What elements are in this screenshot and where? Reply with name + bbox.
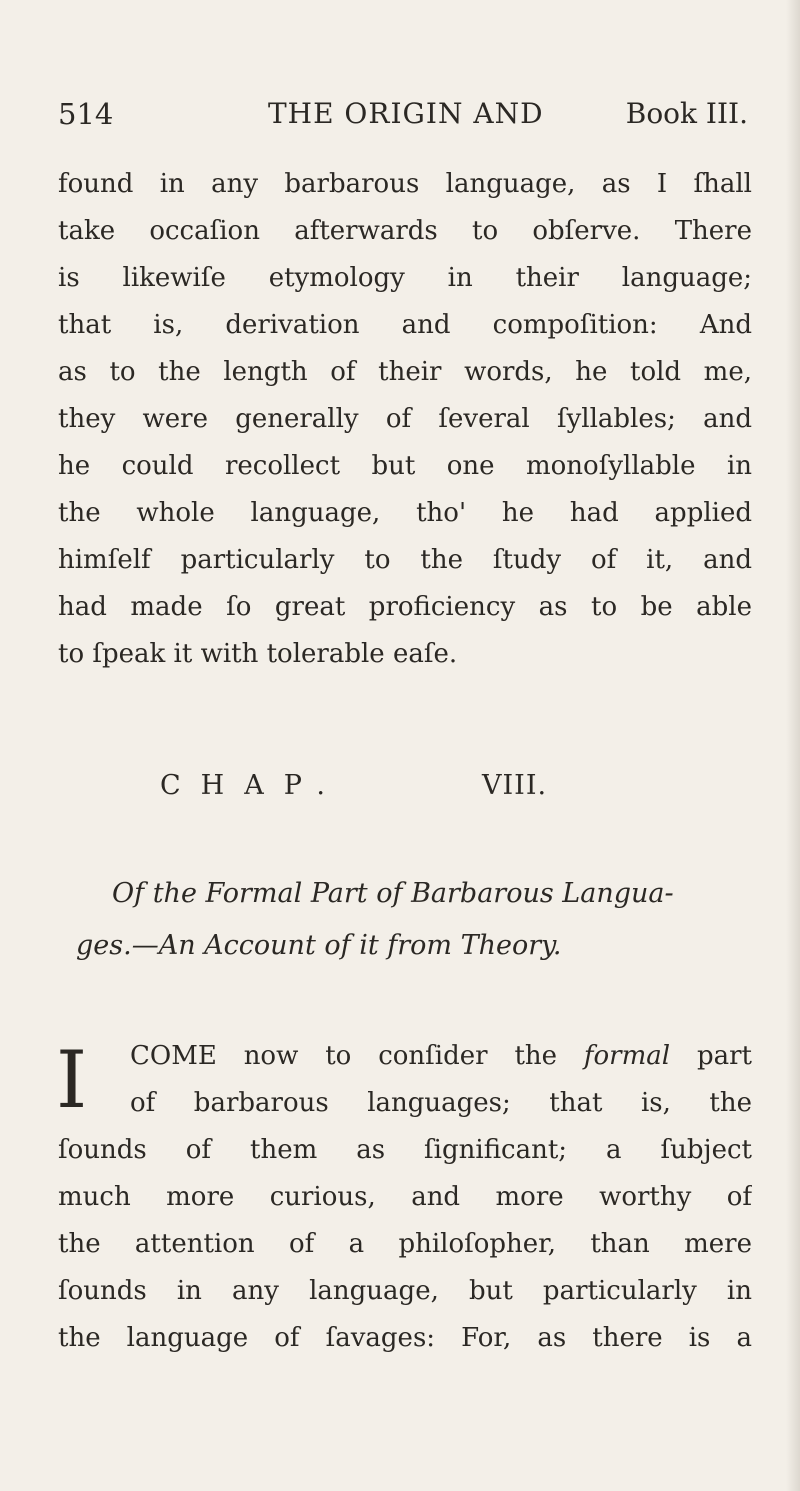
text-line: much more curious, and more worthy of xyxy=(58,1182,752,1212)
text-line: is likewiſe etymology in their language; xyxy=(58,263,752,293)
text-line: of barbarous languages; that is, the xyxy=(130,1088,752,1118)
text-line: the language of ſavages: For, as there is a xyxy=(58,1323,752,1353)
text-line: take occaſion afterwards to obſerve. There xyxy=(58,216,752,246)
text-line: ſounds of them as ſignificant; a ſubject xyxy=(58,1135,752,1165)
page-number: 514 xyxy=(58,97,114,131)
text-line: to ſpeak it with tolerable eaſe. xyxy=(58,639,458,669)
running-title: THE ORIGIN AND xyxy=(268,97,544,130)
chapter-number: VIII. xyxy=(482,770,548,801)
running-header xyxy=(58,92,748,136)
page-edge-shadow xyxy=(786,0,800,1491)
text-line: himſelf particularly to the ſtudy of it, and xyxy=(58,545,752,575)
text-line: the attention of a philoſopher, than mere xyxy=(58,1229,752,1259)
chapter-label: CHAP. xyxy=(160,770,345,801)
drop-cap: I xyxy=(56,1034,88,1126)
emphasis-formal: formal xyxy=(583,1041,671,1071)
text-span: part xyxy=(670,1041,752,1071)
text-line: as to the length of their words, he told me, xyxy=(58,357,752,387)
text-line: they were generally of ſeveral ſyllables; and xyxy=(58,404,752,434)
subtitle-line: Of the Formal Part of Barbarous Langua- xyxy=(112,878,674,909)
text-line: found in any barbarous language, as I ſhall xyxy=(58,169,752,199)
subtitle-line: ges.—An Account of it from Theory. xyxy=(76,930,562,961)
book-label: Book III. xyxy=(625,97,748,130)
text-span: COME now to conſider the xyxy=(130,1041,584,1071)
text-line xyxy=(130,1041,752,1071)
text-line: he could recollect but one monoſyllable in xyxy=(58,451,752,481)
text-line: that is, derivation and compoſition: And xyxy=(58,310,752,340)
text-line: had made ſo great proficiency as to be able xyxy=(58,592,752,622)
text-line: ſounds in any language, but particularly in xyxy=(58,1276,752,1306)
text-line: the whole language, tho' he had applied xyxy=(58,498,752,528)
